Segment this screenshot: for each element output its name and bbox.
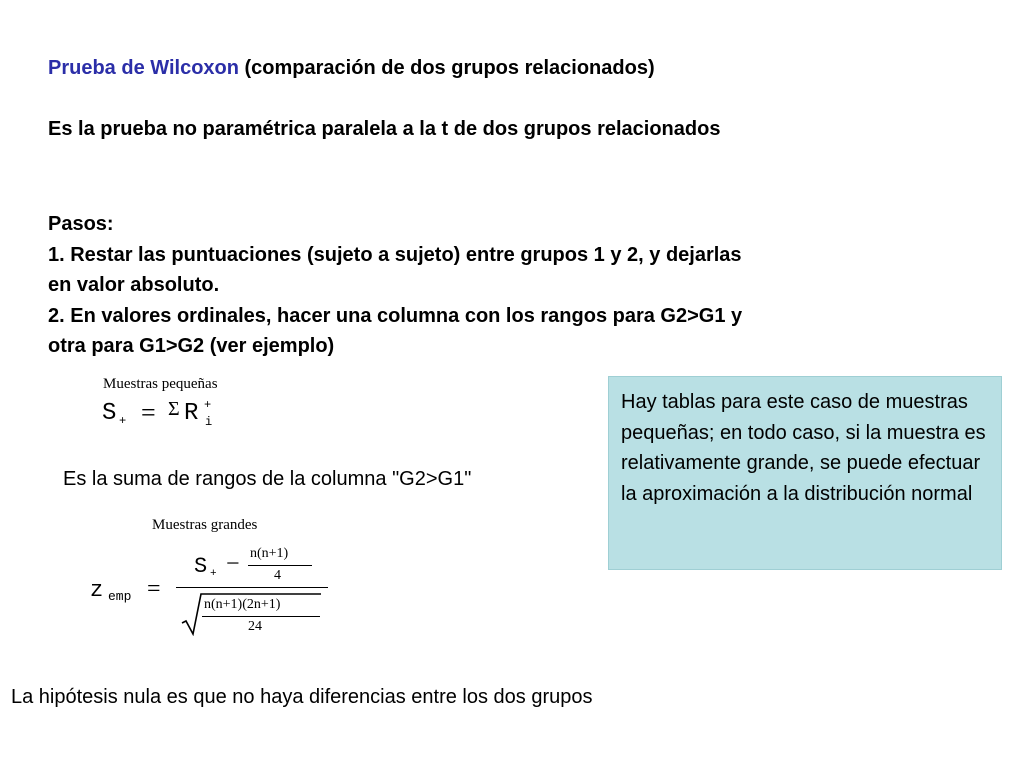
r-sub: i [205,415,213,429]
num-frac-line [248,565,312,566]
step1-line1: 1. Restar las puntuaciones (sujeto a sujeto) entre grupos 1 y 2, y dejarlas [48,243,742,266]
step2-line2: otra para G1>G2 (ver ejemplo) [48,335,335,357]
steps-heading: Pasos: [48,213,114,235]
den-frac-line [202,616,320,617]
r-sup: + [204,398,212,412]
title-rest: (comparación de dos grupos relacionados) [238,57,655,79]
den-frac-top: n(n+1)(2n+1) [204,597,281,612]
small-samples-label: Muestras pequeñas [103,376,218,392]
large-samples-formula [90,542,340,642]
z-symbol: z [90,578,104,603]
large-samples-label: Muestras grandes [152,517,258,533]
r-symbol: R [184,400,199,427]
equals-sign: = [141,398,156,427]
sigma-symbol: Σ [168,398,180,420]
num-frac-bottom: 4 [274,568,281,583]
title-highlight: Prueba de Wilcoxon [48,57,239,79]
z-equals: = [147,576,161,602]
num-s-symbol: S [194,554,208,579]
num-s-sub: + [210,568,217,580]
num-minus: − [226,551,240,577]
conclusion-text: La hipótesis nula es que no haya diferencias entre los dos grupos [11,686,593,708]
num-frac-top: n(n+1) [250,546,289,561]
steps-block [48,209,742,362]
slide-title [48,56,655,80]
s-plus-sub: + [119,414,127,428]
note-box: Hay tablas para este caso de muestras pequeñas; en todo caso, si la muestra es relativamente grande, se puede efectuar la aproximación a la distribución normal [608,376,1002,570]
main-fraction-line [176,587,328,588]
small-samples-formula [102,398,242,434]
subtitle: Es la prueba no paramétrica paralela a la t de dos grupos relacionados [48,118,721,140]
s-plus-symbol: S [102,400,117,427]
z-sub: emp [108,589,132,604]
step1-line2: en valor absoluto. [48,274,220,296]
small-samples-description: Es la suma de rangos de la columna "G2>G1" [63,468,472,490]
step2-line1: 2. En valores ordinales, hacer una columna con los rangos para G2>G1 y [48,304,743,327]
den-frac-bottom: 24 [248,619,262,634]
